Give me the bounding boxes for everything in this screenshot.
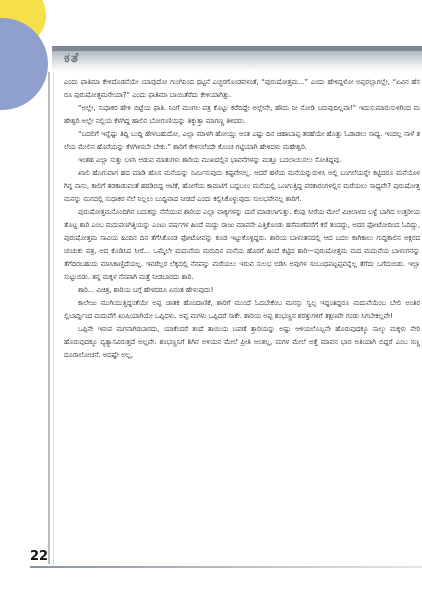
paragraph: “ಅಲ್ಲೇ, ಸುಧಾಕರ ಹೇಳಿ ಬಿಟ್ಟೆಯ ಫಾತಿ. ನಿಂಗೆ ಮಂಗಲ ಪತ್ರ ಕೊಟ್ಟು ಕರೆದಿದ್ದೇ ಅಲ್ಲೇನೇ, ಹೌದು ನೀ ನೋಡಿ ಬರುವುದಿಲ್ಲವಾ!” ಇದುಸುಮಾರುಸುಳಿಗಿಂದ ಮಹೇಶ್ವರಿ ಅಲ್ಲೇ ನಲ್ಲಿಯ ಕೆಳಗಿದ್ದ ಹಾಲಿನ ಬೋಗುಣಿಯನ್ನು ತಿಕ್ಕುತ್ತಾ ಮಾಗಣ್ಣ ತಿಳಿದರು. bbox=[64, 104, 420, 125]
paragraph: ಎಂದು ಫಾತಿಮಾ ಕೇಳಿದೊಡನೆಯೇ ಯಾವುದೋ ಗುಂಗಿನಿಂದ ಥಟ್ಟನೆ ಎಚ್ಚರಗೊಂಡವಳಂತೆ, “ಪುರುಷೋತ್ತಮ...” ಎಂದು ಹೇಳಿದ್ದಳೋ ಅಪ್ಪರಲ್ಲಾಗಲ್ಲೇ, “ಏವಿನ ಹೆಸರೂ ಪುರುಷೋತ್ತಮನೇಯಾ?” ಎಂದು ಫಾತಿಮಾ ಬಾಯಿತೆರೆದು ಕೇಳಿಯಾಗಿತ್ತು. bbox=[64, 78, 420, 99]
footer-rule bbox=[30, 566, 422, 568]
paragraph: ಇಂತಹ ಎಲ್ಲಾ ಸುತ್ತು ಬಳಸಿ ಆಡುವ ಮಾತುಗಳು ಶಾರಿಯ ಮುಖದಲ್ಲಿನ ಭಾವನೆಗಳನ್ನು ಮತ್ತೂ ಬದಲಾಯಿಸಲು ಸೋತಿದ್ದವು. bbox=[78, 156, 342, 164]
paragraph: ಖಾಲಿ ಹೊಗುವಾಗ ಹದ ಮಾಡಿ ಹೊಸ ಮನೆಯನ್ನು ನಿರ್ಮಿಸುವುದು ಕಷ್ಟವೇನಲ್ಲ. ಆದರೆ ಹಳೆಯ ಮನೆಯನ್ನುರುಳಿಸಿ ಅಲ್ಲಿ ಬಂಗಲೆಯನ್ನೇ ಕಟ್ಟಿದರೂ ಮನೆಯೊಳಗಿನ್ನ ನಾನು, ಕಾಲಿಗೆ ತಡಕಾಡುವಂತೆ ಹರಡಿಬಿದ್ದ ಆಟಿಕೆ, ಹೋಗೆಯ ಕಾಮಟಿಗೆ ಬದ್ದಬಲು ಮನೆಯಲ್ಲಿ ಒಣಗುತ್ತಿದ್ದ ಪರಕಾರಂಗಳಲ್ಲಿನ ಮರೆಯಲು ಸಾಧ್ಯವೇ? ಪುರುಷೋತ್ತಮನನ್ನು ಮನದಲ್ಲಿ ಸುಧಾಕರ ನೆಲೆ ನಿಲ್ಲಲು ಬುದ್ದಿವಾದ ನೀಡದೆ ಎಂದು ಕಲ್ಪಿಸಿಕೊಳ್ಳುವುದು ಸುಲಭವೇನಲ್ಲ ಶಾರಿಗೆ. bbox=[64, 169, 420, 203]
page-number: 22 bbox=[30, 549, 49, 564]
paragraph: “ಬದಲಿಗೆ ಇನ್ನೆಷ್ಟು ತಿದ್ದಿ ಬುದ್ದಿ ಹೇಳಬಹುದೋ, ಎಲ್ಲಾ ಮಾಳಗಿ ಹೋಯ್ತು ಅಂತ ಎಷ್ಟು ದಿನ ಚಿಹಾಬಾಪ್ಪ ತರಹೆಯೇ ಹೊತ್ತು ಓಡಾಡಲು ಸಾಧ್ಯ. ಇಂದಲ್ಲ ನಾಳೆ ತಲೆಯ ಮೇಲಿನ ಹೊರೆಯನ್ನು ಕೆಳಗಿಳಿಸಬೇ ಬೇಕು.” ಶಾರಿಗೆ ಕೇಳಿಸಲೆಂದೇ ಕೊಂಚ ಗಟ್ಟಿಯಾಗಿ ಹೇಳಿದಳು ಮಹೇಶ್ವರಿ. bbox=[64, 130, 420, 151]
paragraph: ಶಾರಿ... ವಿಚಿತ್ರ, ಶಾರಿಯ ಬಗ್ಗೆ ಹೇಳದರೂ ಏನಂತ ಹೇಳುವುದು! bbox=[78, 286, 214, 294]
paragraph: ಕಾಲೇಜು ಮುಗಿಯುತ್ತಿದ್ದಂತೆಯೇ ಅಪ್ಪ ಜಾತಕ ಹೊಂದಾಣಿಕೆ, ಶಾರಿಗೆ ಮುಂದೆ ಓದಬೇಕೆಂಬ ಮನಸ್ಸು ಸ್ವಲ್ಪ ಇದ್ದಂತಿದ್ದರೂ ಮದುವೆಯೆಂಬ ಬೇಲಿ ಅಂತಿರಲ್ಲಿಬಾರ್ದ್ದಿಂದ ಮದುವೆಗೆ ಖುಷಿಯಾಗಿಯೇ ಒಪ್ಪಿದಳು. ಅಪ್ಪ ಮಗಳು ಒಪ್ಪಿದರೆ ಸಾಕೇ. ಶಾರಿಯ ಅಪ್ಪ ಶಂಭಣ್ಣನ ಶರತ್ತುಗಳಿಗೆ ತಕ್ಷಣವೇ ಗಂಡು ಸಿಗಬೇಕಲ್ಲವೇ! bbox=[64, 299, 420, 320]
paragraph: ಪುರುಷೋತ್ತಮನೊಂದಿಗಿನ ಬದುಕನ್ನು ನೆನೆಯುವ ಶಾರಿಯ ಎಲ್ಲಾ ವಾಕ್ಯಗಳನ್ನು ಮರೆ ಮಾಡಲಾಗುತ್ತು. ಕೆಂಪು ಸೀರೆಯ ಮೇಲೆ ವಿಚಿಲಾಳದ ಬಳ್ಳೆ ಬಾಗಿದ ಉತ್ತರೀಯ ತೊಟ್ಟ ಶಾರಿ ಎಂಬ ಮದುವಣಗಿತ್ತಿಯನ್ನು ಎಂಟು ವರ್ಷಗಳ ಹಿಂದೆ ಮದ್ದು ರಾಜು ಮಾವನೇ ಎತ್ತಿಕೊಂಡು ಹಸೆಮಣೆವರೆಗೆ ಕರೆ ತಂದದ್ದು, ಅದರ ಫೋಟೋದಿಂದ ಓದಿದ್ದು, ಪುರುಷೋತ್ತಮ ಸಾವಿಯ ಹಿಂದಿನ ದಿನ ತೆಗೆಸಿಕೊಂಡ ಫೋಟೋವನ್ನು ಕೂಡ ಇಟ್ಟುಕೊಳ್ಳಿದ್ದರು. ಶಾರಿಯ ಬಾಳಂತನದಲ್ಲಿ ಆದ ಬದಲ ಕಾಗಿಕಾಲು ಗುದ್ದಿಕಾಲಿನ ಅಕ್ಷರದ ಚುಚುಕು ಪತ್ರ, ಅದ ಕೊಡಿಸಿದ ಸೀರೆ... ಒಮ್ಮೆಲೇ ಮದುವೆಯ ಮರುದಿನ ಮನೆಯ ಹೊರಗೆ ಹಿಂದೆ ಕಟ್ಟಿದ ಶಾರಿ—ಪುರುಷೋತ್ತಮ ಮದ ಮದುವೆಯ ಬಾಳಂಗನನ್ನು ತೆಗೆದಿರಬಹುದು ಮಾಸಿಕಾಣ್ತಿದೆಯಲ್ಲ. ಇವರೆಲ್ಲರ ಲೆಕ್ಕದಲ್ಲಿ ನೆನಪನ್ನು ಮರೆಯಲು ಇರುವ ಸುಲಭ ಬಿಡಿಸಿ ಅವುಗಳ ಸಂಬಂಧಪಟ್ಟಪ್ಪವನ್ನೆಲ್ಲ ತೆಗೆದು ಒಗೆದುಬಿಡು. ಇಲ್ಲಾ ಸುಟ್ಟುಬಿಡು. ತನ್ನ ಮಕ್ಕಳ ನೆನಪಾಗಿ ಮತ್ತೆ ನೀಡಬಾರದು ಶಾರಿ. bbox=[64, 208, 420, 281]
article-body bbox=[64, 76, 420, 576]
paragraph: ಒಪ್ಪಿನೇ ಇರುವ ಮಗನಾಗಿರಬಾರದು, ಯಾಕೆಂದರೆ ತಂದೆ ತಾಯಿಯ ಬವಣೆ ತ್ತಾರಿಯನ್ನು ಅಷ್ಟು ಆಳಿಯಲೊಬ್ಬನೇ ಹೊರುವುದಕ್ಕೂ ನಾಲ್ಕು ಮಕ್ಕಳು ನೇರಿ ಹೊರುವುದಕ್ಕೂ ವ್ಯತ್ಯಾಸವಿರುತ್ತದೆ ಅಲ್ಲವೇ. ಶಂಭಣ್ಣನಿಗೆ ಶಿಗಿನ ಅಳಿಯನ ಮೇಲೆ ಪ್ರೀತಿ ಅಂತಲ್ಲ, ಮಗಳ ಮೇಲೆ ಅತ್ತೆ ಮಾವನ ಭಾರ ಅತಿಯಾಗಿ ಬಿದ್ದರೆ ಎಂಬ ಸಣ್ಣ ದೂರಾಲೋಚನೆ. ಅದಷ್ಟೇ ಅಲ್ಲ, bbox=[64, 325, 420, 359]
section-title: ಕತೆ bbox=[64, 51, 80, 66]
left-margin-rule bbox=[48, 72, 50, 564]
header-band bbox=[52, 46, 422, 72]
